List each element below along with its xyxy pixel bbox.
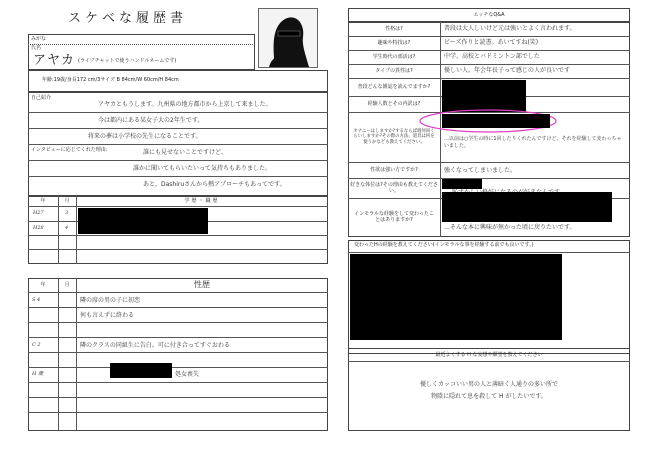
school-row-2-year: H28 — [33, 225, 44, 231]
furigana-label: みがな — [31, 36, 47, 42]
stats-text: 年齢:19歳/身長172 cm/3サイズ B 84cm/W 60cm/H 84cm — [42, 77, 179, 83]
qa-q-8: 性欲は強い方ですか? — [370, 167, 418, 173]
sex-col-month: 月 — [64, 282, 70, 288]
qa-a-7-redaction — [442, 114, 550, 128]
qa-a-3: 中学、高校とバドミントン部でした — [444, 53, 540, 60]
recent-title: 最近よくする H な妄想や願望を教えてください — [435, 351, 543, 358]
intro-line-5 — [28, 176, 328, 177]
sex-row-3-text: 隣のクラスの同級生に告白。可に付き合ってすぐおわる — [80, 342, 230, 349]
intro-text-4: 誰にも見せないことですけど、 — [143, 149, 228, 156]
qa-a-4: 優しい人。年会年長子って感じの人が良いです — [444, 67, 571, 74]
intro-text-2: 今は都内にある某女子大の2年生です。 — [98, 117, 204, 124]
sex-row-line-4 — [28, 352, 328, 353]
school-header-line — [28, 206, 328, 207]
recent-header-line — [348, 361, 630, 362]
sex-row-3-year: C 2 — [32, 342, 41, 348]
intro-text-1: アヤカともうします。九州県の地方都市から上京して来ました。 — [98, 101, 272, 108]
sex-row-line-6 — [28, 382, 328, 383]
intro-text-6: あと、Dashiruさんから熱アプローチもあってです。 — [143, 181, 286, 188]
qa-title: エッチなQ&A — [473, 12, 505, 18]
school-row-2-month: 4 — [65, 225, 69, 231]
school-col-month: 月 — [64, 198, 70, 204]
sex-row-2-text: 何も言えずに終わる — [80, 312, 135, 319]
name-label: 氏名 — [31, 45, 42, 51]
sex-header-line — [28, 292, 328, 293]
recent-line-2: 物陰に隠れて息を殺して H がしたいです。 — [431, 393, 547, 401]
change-redaction — [350, 254, 562, 340]
sex-row-line-5 — [28, 367, 328, 368]
interview-label: インタビューに応じてくれた理由: — [31, 147, 108, 153]
school-row-1-month: 3 — [65, 210, 69, 216]
sex-row-4-year: H 歳 — [32, 371, 43, 377]
qa-a-1: 普段は大人しいけど元は強いとよく言われます。 — [444, 25, 576, 32]
sex-col-divider-2 — [76, 278, 77, 431]
furigana-divider — [28, 44, 255, 45]
school-redaction — [78, 208, 208, 234]
sex-row-1-text: 隣の席の男の子に初恋 — [80, 297, 141, 304]
qa-q-1: 性格は? — [385, 26, 403, 32]
change-title: 変わったHの経験を教えてください(インモラルな事を経験する前でも良いです。) — [354, 242, 534, 248]
qa-a-9-redaction — [442, 179, 482, 189]
sex-col-title: 性歴 — [194, 280, 210, 290]
name-note: (ライブチャットで使うハンドルネームです) — [78, 58, 177, 64]
intro-line-3 — [28, 144, 328, 145]
sex-history-table — [28, 278, 328, 431]
intro-text-3: 将来の夢は小学校の先生になることです。 — [88, 133, 202, 140]
qa-a-2: ビーズ作りと読書。あいてすね(笑) — [444, 39, 539, 46]
qa-q-7: オナニーはしますか?するならば週何回くらいしますか?その際の方法、道具は何を使うかなども教えてください。 — [353, 129, 435, 145]
qa-a-7: …以前は○学生の時に1回したりくれたんですけど、それを経験して変わっちゃいました。 — [444, 136, 622, 149]
sex-row-line-2 — [28, 322, 328, 323]
school-row-line-3 — [28, 249, 328, 250]
qa-q-2: 趣味や特技は? — [377, 40, 411, 46]
resume-title: スケベな履歴書 — [68, 11, 188, 26]
sex-row-line-3 — [28, 337, 328, 338]
qa-a-10: …そんな本に興味が無かった頃に戻りたいです。 — [444, 224, 576, 231]
sex-row-4-text: 処女喪失 — [175, 371, 200, 378]
qa-a-8: 強くなってしまいました。 — [444, 167, 517, 174]
sex-row-line-1 — [28, 307, 328, 308]
qa-a-10-redaction — [442, 192, 612, 222]
woman-silhouette-icon — [259, 9, 317, 67]
change-header-line — [348, 252, 630, 253]
photo-frame — [258, 8, 318, 68]
sex-row-1-year: S 4 — [32, 297, 41, 303]
qa-q-6: 経験人数とその内訳は? — [367, 101, 421, 107]
qa-q-3: 学生時代の部活は? — [372, 54, 416, 60]
name-value: アヤカ — [33, 53, 76, 68]
intro-line-4 — [28, 160, 328, 161]
sex-col-divider-1 — [58, 278, 59, 431]
qa-q-4: タイプの異性は? — [375, 68, 413, 74]
qa-q-10: インモラルな経験をして変わったことはありますか? — [354, 211, 434, 223]
school-col-title: 学歴・職歴 — [184, 198, 220, 204]
right-qa-page — [348, 6, 630, 431]
recent-line-1: 優しくカッコいい男の人と薄暗く人通りの多い所で — [420, 381, 558, 389]
qa-q-5: 普段どんな雑誌を読んでますか? — [357, 84, 431, 90]
sex-row-line-8 — [28, 412, 328, 413]
intro-line-1 — [28, 112, 328, 113]
qa-q-9: 好きな体位は?その理由も教えてください。 — [350, 182, 438, 194]
intro-line-2 — [28, 128, 328, 129]
intro-label: 自己紹介 — [31, 95, 52, 101]
left-resume-page — [28, 6, 328, 431]
school-row-1-year: H27 — [33, 210, 44, 216]
school-row-line-2 — [28, 235, 328, 236]
sex-row-line-7 — [28, 397, 328, 398]
sex-col-year: 年 — [40, 282, 46, 288]
intro-text-5: 誰かに聞いてもらいたいって気持ちもありました。 — [133, 165, 272, 172]
sex-redaction — [110, 363, 172, 378]
school-col-year: 年 — [40, 198, 46, 204]
